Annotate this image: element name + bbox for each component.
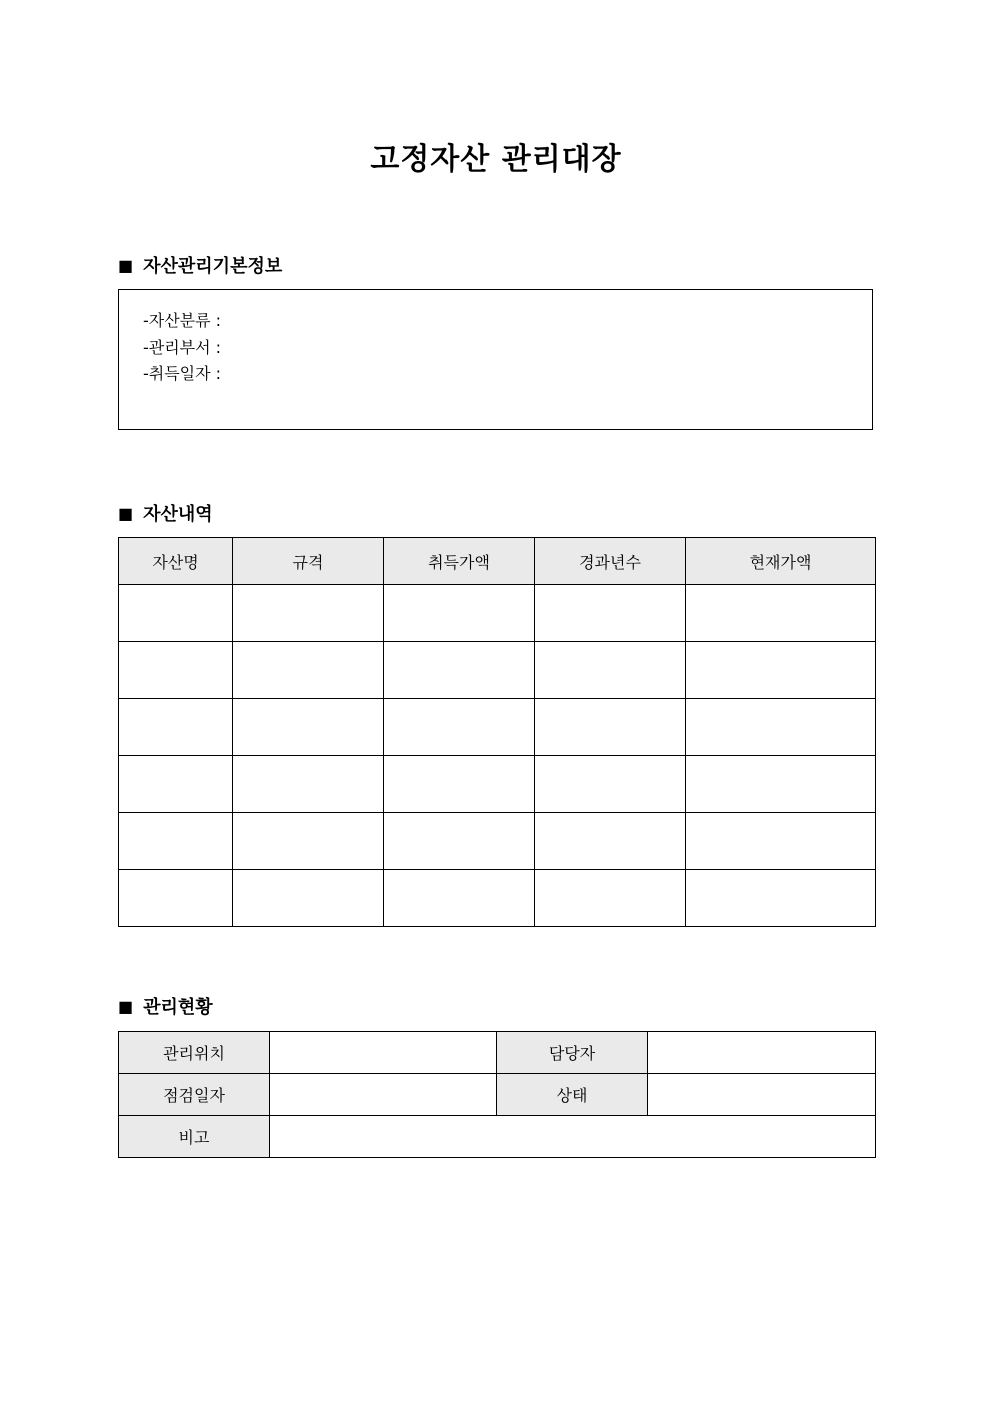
asset-table: [118, 537, 876, 927]
table-cell[interactable]: [535, 813, 686, 870]
table-cell[interactable]: [119, 699, 233, 756]
table-cell[interactable]: [686, 813, 876, 870]
column-header-acquisition-cost: 취득가액: [384, 538, 535, 585]
table-cell[interactable]: [535, 870, 686, 927]
table-cell[interactable]: [535, 756, 686, 813]
section-title: 자산관리기본정보: [143, 256, 283, 277]
inspection-date-label: 점검일자: [119, 1074, 270, 1116]
table-cell[interactable]: [384, 585, 535, 642]
section-heading-asset-list: [118, 501, 213, 525]
remarks-value-cell[interactable]: [270, 1116, 876, 1158]
table-cell[interactable]: [686, 699, 876, 756]
table-cell[interactable]: [384, 699, 535, 756]
table-cell[interactable]: [384, 642, 535, 699]
table-row: [119, 813, 876, 870]
table-row: [119, 870, 876, 927]
condition-label: 상태: [497, 1074, 648, 1116]
table-header-row: [119, 538, 876, 585]
table-cell[interactable]: [384, 870, 535, 927]
table-cell[interactable]: [233, 813, 384, 870]
table-cell[interactable]: [686, 870, 876, 927]
square-bullet-icon: ■: [118, 503, 134, 523]
table-row: [119, 642, 876, 699]
table-cell[interactable]: [119, 585, 233, 642]
table-cell[interactable]: [233, 870, 384, 927]
table-cell[interactable]: [686, 585, 876, 642]
manager-value-cell[interactable]: [648, 1032, 876, 1074]
managing-department-field[interactable]: -관리부서 :: [143, 337, 222, 357]
table-cell[interactable]: [686, 756, 876, 813]
basic-info-box: [118, 289, 873, 430]
location-value-cell[interactable]: [270, 1032, 497, 1074]
table-cell[interactable]: [119, 642, 233, 699]
table-row: [119, 1074, 876, 1116]
column-header-elapsed-years: 경과년수: [535, 538, 686, 585]
page-title: 고정자산 관리대장: [370, 142, 622, 177]
table-cell[interactable]: [535, 699, 686, 756]
asset-category-field[interactable]: -자산분류 :: [143, 311, 222, 330]
section-heading-management-status: [118, 994, 213, 1018]
table-row: [119, 1032, 876, 1074]
section-title: 관리현황: [143, 997, 213, 1018]
table-row: [119, 585, 876, 642]
table-row: [119, 756, 876, 813]
section-heading-basic-info: [118, 253, 282, 277]
acquisition-date-field[interactable]: -취득일자 :: [143, 364, 222, 383]
column-header-spec: 규격: [233, 538, 384, 585]
table-cell[interactable]: [686, 642, 876, 699]
condition-value-cell[interactable]: [648, 1074, 876, 1116]
table-cell[interactable]: [119, 813, 233, 870]
management-status-table: [118, 1031, 876, 1158]
table-cell[interactable]: [384, 813, 535, 870]
remarks-label: 비고: [119, 1116, 270, 1158]
square-bullet-icon: ■: [118, 996, 134, 1016]
table-row: [119, 1116, 876, 1158]
location-label: 관리위치: [119, 1032, 270, 1074]
table-cell[interactable]: [233, 756, 384, 813]
table-cell[interactable]: [119, 870, 233, 927]
inspection-date-value-cell[interactable]: [270, 1074, 497, 1116]
section-title: 자산내역: [143, 504, 213, 525]
table-cell[interactable]: [233, 699, 384, 756]
square-bullet-icon: ■: [118, 255, 134, 275]
table-cell[interactable]: [233, 585, 384, 642]
column-header-asset-name: 자산명: [119, 538, 233, 585]
table-cell[interactable]: [535, 585, 686, 642]
table-row: [119, 699, 876, 756]
table-cell[interactable]: [535, 642, 686, 699]
table-cell[interactable]: [384, 756, 535, 813]
table-cell[interactable]: [119, 756, 233, 813]
column-header-current-value: 현재가액: [686, 538, 876, 585]
table-cell[interactable]: [233, 642, 384, 699]
manager-label: 담당자: [497, 1032, 648, 1074]
